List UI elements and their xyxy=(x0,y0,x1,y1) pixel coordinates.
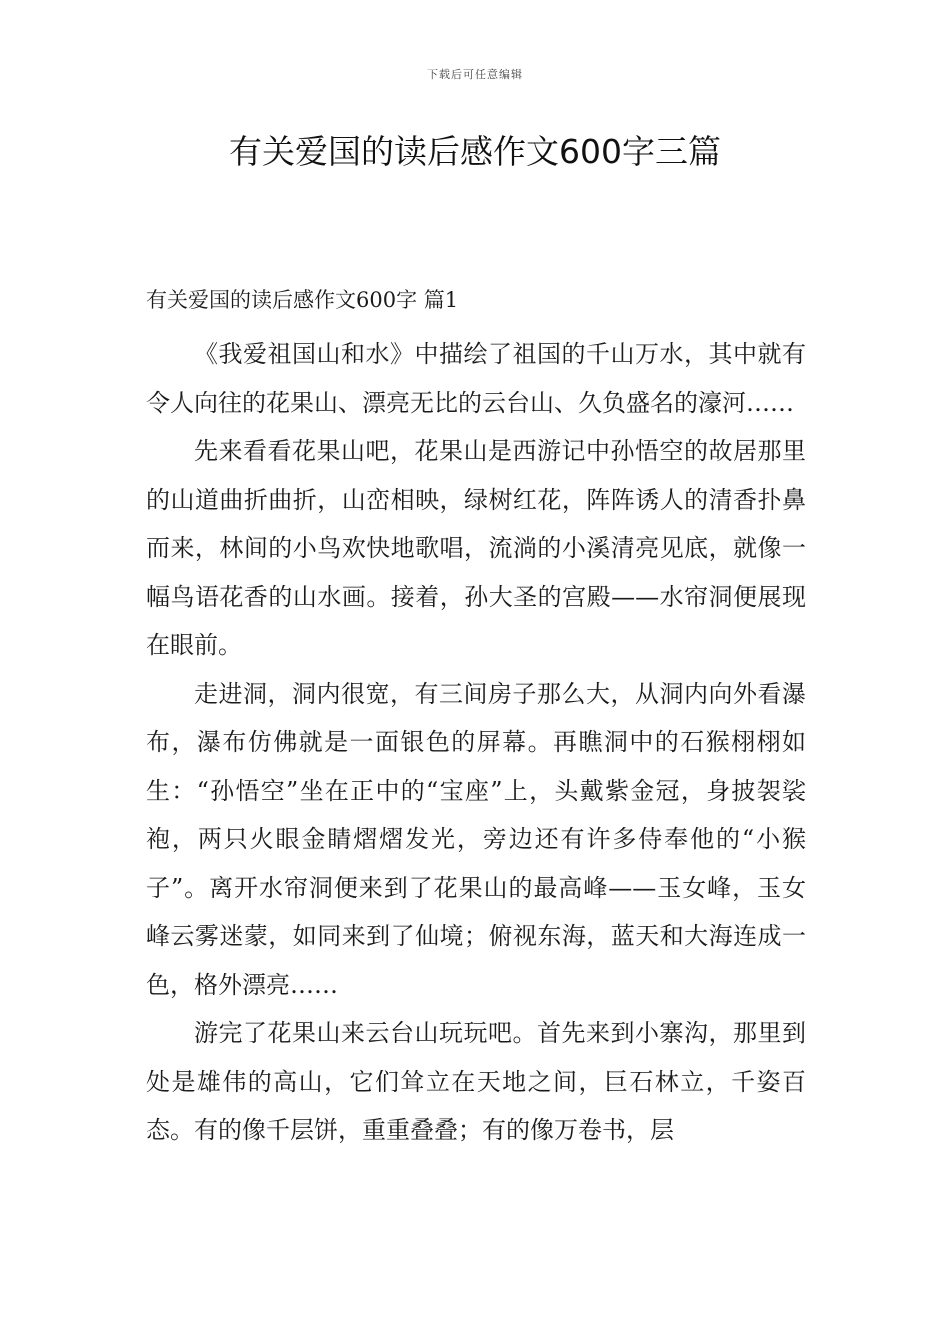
header-note: 下载后可任意编辑 xyxy=(427,68,523,81)
paragraph-4: 游完了花果山来云台山玩玩吧。首先来到小寨沟，那里到处是雄伟的高山，它们耸立在天地之间，巨石林立，千姿百态。有的像千层饼，重重叠叠；有的像万卷书，层 xyxy=(146,1019,806,1144)
paragraph-3: 走进洞，洞内很宽，有三间房子那么大，从洞内向外看瀑布，瀑布仿佛就是一面银色的屏幕。再瞧洞中的石猴栩栩如生：“孙悟空”坐在正中的“宝座”上，头戴紫金冠，身披袈裟袍，两只火眼金睛熠熠发光，旁边还有许多侍奉他的“小猴子”。离开水帘洞便来到了花果山的最高峰——玉女峰，玉女峰云雾迷蒙，如同来到了仙境；俯视东海，蓝天和大海连成一色，格外漂亮…… xyxy=(146,679,806,999)
document-title: 有关爱国的读后感作文600字三篇 xyxy=(229,132,721,171)
paragraph-2: 先来看看花果山吧，花果山是西游记中孙悟空的故居那里的山道曲折曲折，山峦相映，绿树红花，阵阵诱人的清香扑鼻而来，林间的小鸟欢快地歌唱，流淌的小溪清亮见底，就像一幅鸟语花香的山水画。接着，孙大圣的宫殿——水帘洞便展现在眼前。 xyxy=(146,437,806,659)
section-heading: 有关爱国的读后感作文600字 篇1 xyxy=(146,288,459,312)
document-body xyxy=(146,330,806,1155)
paragraph-1: 《我爱祖国山和水》中描绘了祖国的千山万水，其中就有令人向往的花果山、漂亮无比的云台山、久负盛名的濠河…… xyxy=(146,340,806,417)
